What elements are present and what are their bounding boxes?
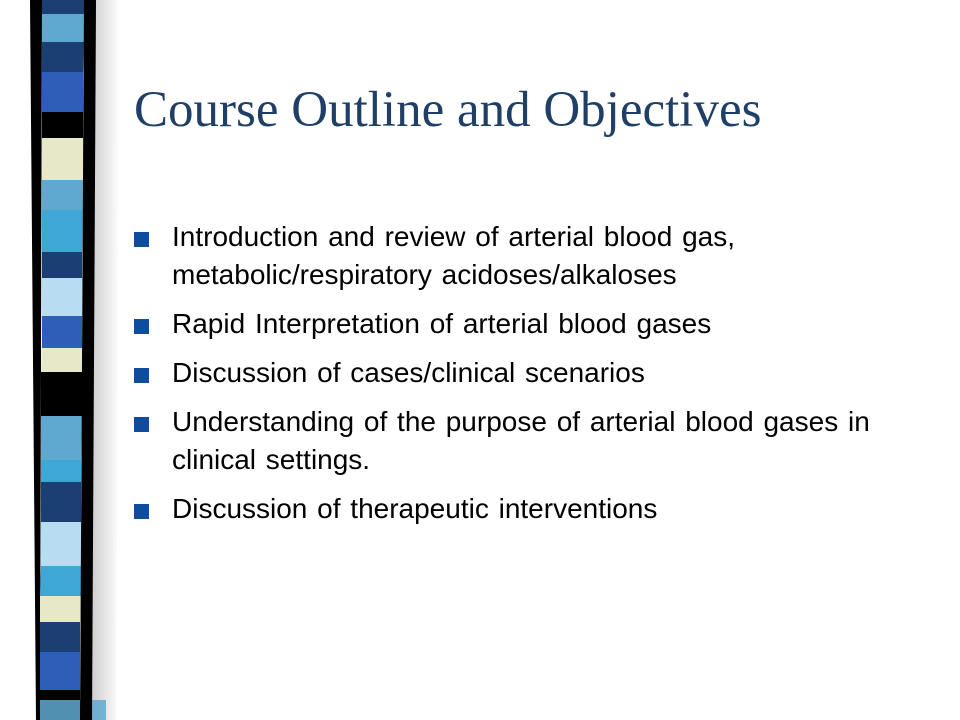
- bullet-text: Understanding of the purpose of arterial blood gases in clinical settings.: [172, 406, 870, 475]
- bullet-list: [134, 218, 934, 528]
- slide-title: Course Outline and Objectives: [134, 82, 762, 138]
- bullet-item: [134, 218, 934, 294]
- bullet-square-icon: [134, 232, 149, 247]
- bullet-item: [134, 403, 934, 479]
- bullet-text: Discussion of cases/clinical scenarios: [172, 357, 645, 388]
- decorative-stripe: [0, 0, 120, 720]
- bullet-square-icon: [134, 368, 149, 383]
- bullet-square-icon: [134, 319, 149, 334]
- bullet-text: Discussion of therapeutic interventions: [172, 493, 658, 524]
- bullet-text: Rapid Interpretation of arterial blood gases: [172, 308, 712, 339]
- bullet-item: [134, 305, 934, 343]
- bullet-text: Introduction and review of arterial blood gas, metabolic/respiratory acidoses/alkaloses: [172, 221, 735, 290]
- bullet-item: [134, 490, 934, 528]
- bullet-square-icon: [134, 417, 149, 432]
- bullet-square-icon: [134, 504, 149, 519]
- bullet-item: [134, 354, 934, 392]
